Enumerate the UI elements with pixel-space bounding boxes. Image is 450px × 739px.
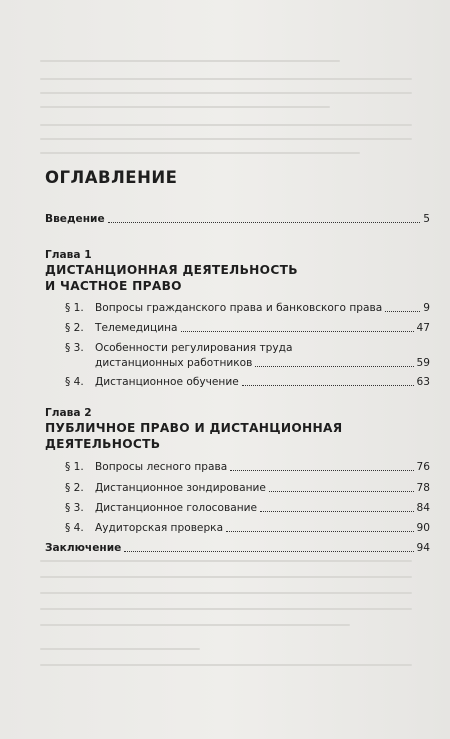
bleed-through-line <box>40 106 330 108</box>
page-number: 78 <box>416 482 430 494</box>
bleed-through-line <box>40 78 412 80</box>
page-number: 63 <box>416 376 430 388</box>
toc-entry-1-4[interactable] <box>65 376 430 390</box>
dot-leader <box>226 530 413 532</box>
entry-title: Дистанционное зондирование <box>95 482 266 494</box>
chapter-1-label: Глава 1 <box>45 249 92 261</box>
chapter-2-title-line-1: ПУБЛИЧНОЕ ПРАВО И ДИСТАНЦИОННАЯ <box>45 421 343 435</box>
dot-leader <box>269 490 414 492</box>
section-number: § 2. <box>65 482 84 494</box>
toc-entry-1-2[interactable] <box>65 322 430 336</box>
dot-leader <box>385 310 420 312</box>
toc-entry-2-3[interactable] <box>65 502 430 516</box>
dot-leader <box>242 384 414 386</box>
section-number: § 1. <box>65 461 84 473</box>
bleed-through-line <box>40 592 412 594</box>
entry-title: Вопросы гражданского права и банковского права <box>95 302 383 314</box>
bleed-through-line <box>40 138 412 140</box>
bleed-through-line <box>40 560 412 562</box>
page-number: 59 <box>416 357 430 369</box>
section-number: § 3. <box>65 342 84 354</box>
entry-title: Вопросы лесного права <box>95 461 228 473</box>
section-number: § 1. <box>65 302 84 314</box>
entry-title: Аудиторская проверка <box>95 522 224 534</box>
chapter-2-title-line-2: ДЕЯТЕЛЬНОСТЬ <box>45 437 161 451</box>
bleed-through-line <box>40 60 340 62</box>
entry-title: Дистанционное обучение <box>95 376 239 388</box>
section-number: § 3. <box>65 502 84 514</box>
toc-entry-intro[interactable] <box>45 213 430 226</box>
toc-entry-1-1[interactable] <box>65 302 430 316</box>
dot-leader <box>181 330 414 332</box>
toc-heading: ОГЛАВЛЕНИЕ <box>45 168 178 187</box>
entry-title: Введение <box>45 213 105 225</box>
toc-entry-2-2[interactable] <box>65 482 430 496</box>
bleed-through-line <box>40 92 412 94</box>
bleed-through-line <box>40 624 350 626</box>
dot-leader <box>230 469 413 471</box>
section-number: § 2. <box>65 322 84 334</box>
page-number: 9 <box>423 302 430 314</box>
entry-title: Заключение <box>45 542 122 554</box>
toc-entry-2-1[interactable] <box>65 461 430 475</box>
entry-title: Телемедицина <box>95 322 178 334</box>
page-number: 76 <box>416 461 430 473</box>
entry-title-line-1: Особенности регулирования труда <box>95 342 293 354</box>
bleed-through-line <box>40 124 412 126</box>
page-number: 90 <box>416 522 430 534</box>
section-number: § 4. <box>65 376 84 388</box>
section-number: § 4. <box>65 522 84 534</box>
page-number: 47 <box>416 322 430 334</box>
chapter-1-title-line-2: И ЧАСТНОЕ ПРАВО <box>45 279 182 293</box>
bleed-through-line <box>40 576 412 578</box>
bleed-through-line <box>40 152 360 154</box>
entry-title-line-2: дистанционных работников <box>95 357 253 369</box>
entry-title: Дистанционное голосование <box>95 502 258 514</box>
toc-entry-conclusion[interactable] <box>45 542 430 555</box>
chapter-1-title-line-1: ДИСТАНЦИОННАЯ ДЕЯТЕЛЬНОСТЬ <box>45 263 298 277</box>
page-number: 5 <box>423 213 430 225</box>
dot-leader <box>124 550 413 552</box>
page-number: 84 <box>416 502 430 514</box>
bleed-through-line <box>40 664 412 666</box>
dot-leader <box>255 365 413 367</box>
bleed-through-line <box>40 608 412 610</box>
page-number: 94 <box>416 542 430 554</box>
bleed-through-line <box>40 648 200 650</box>
dot-leader <box>260 510 413 512</box>
chapter-2-label: Глава 2 <box>45 407 92 419</box>
toc-entry-2-4[interactable] <box>65 522 430 536</box>
toc-entry-1-3[interactable] <box>65 342 430 370</box>
dot-leader <box>108 221 421 223</box>
